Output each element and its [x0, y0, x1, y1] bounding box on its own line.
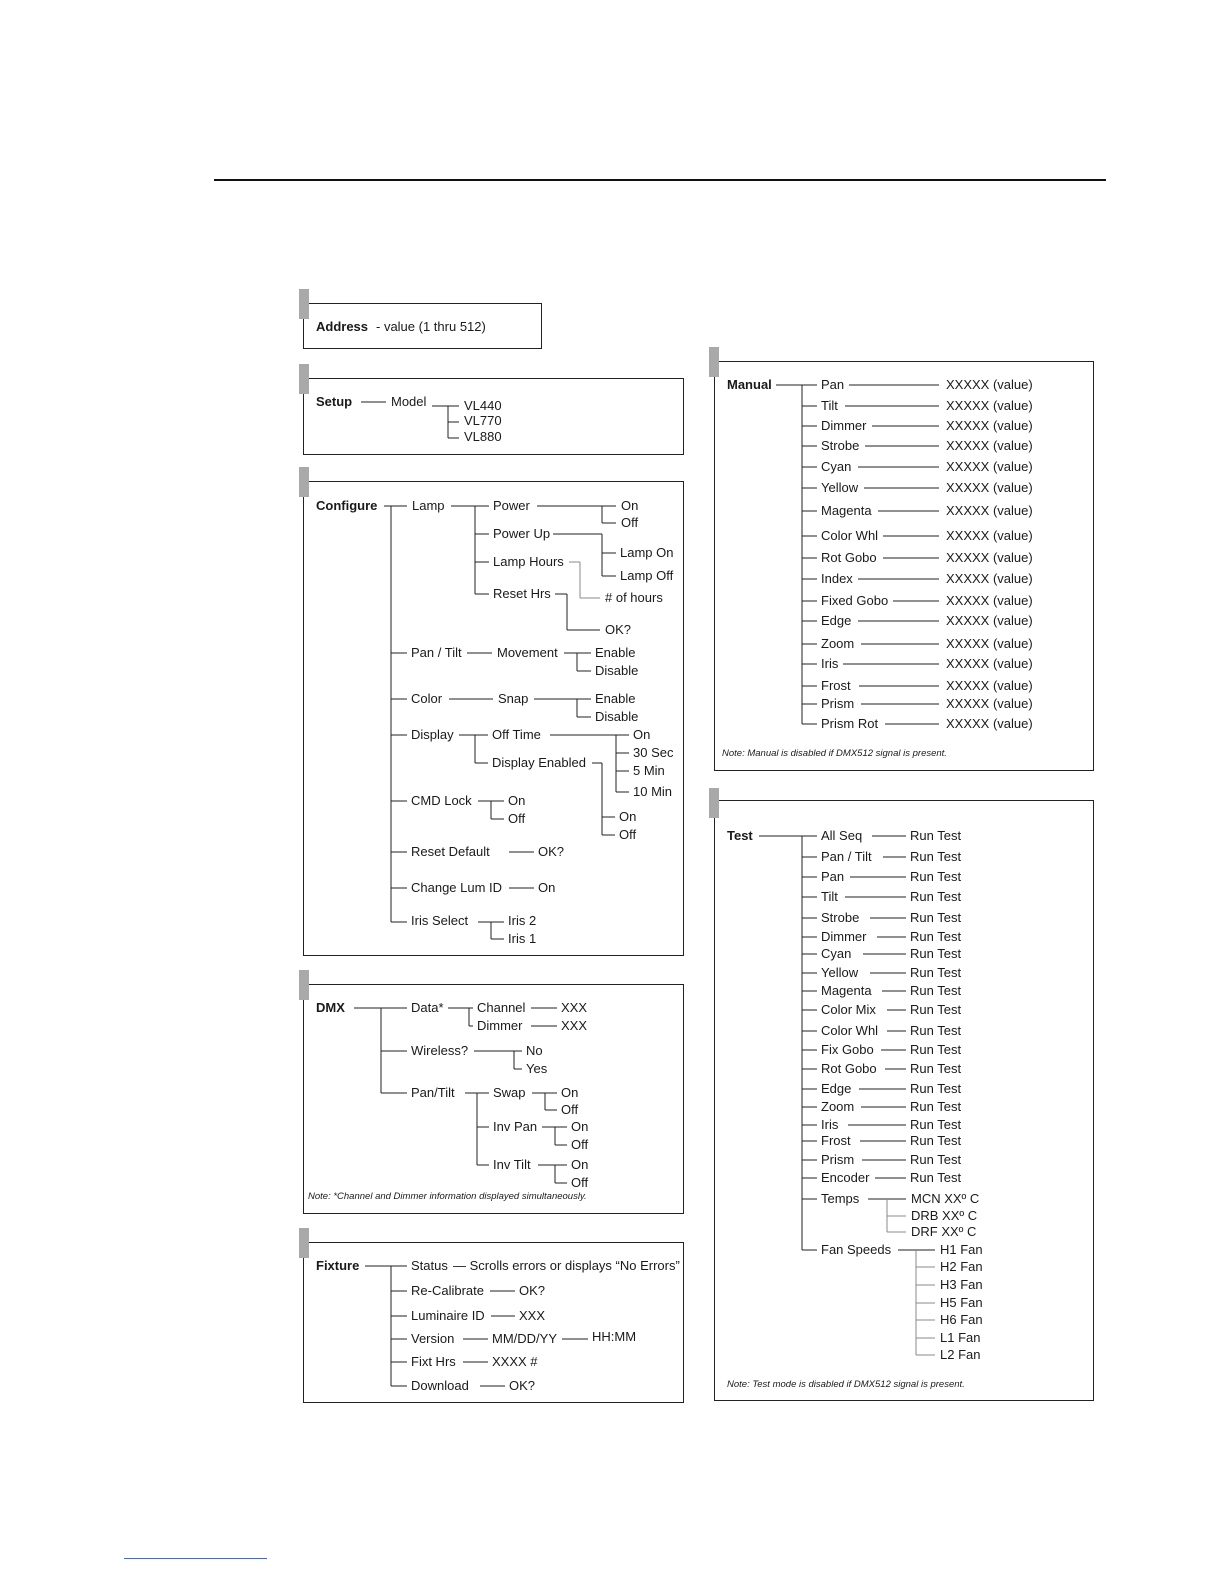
test-run: Run Test [910, 828, 962, 843]
test-item: Tilt [821, 889, 838, 904]
configure-off-time: Off Time [492, 727, 541, 742]
configure-power-up: Power Up [493, 526, 551, 541]
fixture-tree-lines [304, 1243, 683, 1402]
test-run: Run Test [910, 946, 962, 961]
test-run: Run Test [910, 1099, 962, 1114]
manual-item: Fixed Gobo [821, 593, 889, 608]
manual-value: XXXXX (value) [946, 550, 1033, 565]
test-item: Color Mix [821, 1002, 876, 1017]
test-item: Magenta [821, 983, 872, 998]
dmx-panel [303, 984, 684, 1214]
dmx-swap-off: Off [561, 1102, 579, 1117]
header-rule [214, 179, 1106, 181]
setup-model-item: VL440 [464, 398, 502, 413]
manual-panel [714, 361, 1094, 771]
test-fan: H3 Fan [940, 1277, 983, 1292]
fixture-luminaire-id-value: XXX [519, 1308, 546, 1323]
test-item: Yellow [821, 965, 859, 980]
configure-display-enabled-off: Off [619, 827, 637, 842]
configure-cmd-lock-off: Off [508, 811, 526, 826]
test-run: Run Test [910, 983, 962, 998]
fixture-title: Fixture [316, 1258, 360, 1273]
test-title: Test [727, 828, 753, 843]
dmx-wireless: Wireless? [411, 1043, 469, 1058]
manual-item: Zoom [821, 636, 855, 651]
configure-5-min: 5 Min [633, 763, 665, 778]
dmx-title: DMX [316, 1000, 345, 1015]
dmx-inv-tilt-on: On [571, 1157, 589, 1172]
manual-item: Rot Gobo [821, 550, 877, 565]
configure-change-lum-id-on: On [538, 880, 556, 895]
fixture-recalibrate: Re-Calibrate [411, 1283, 484, 1298]
dmx-note: Note: *Channel and Dimmer information displayed simultaneously. [308, 1191, 587, 1202]
setup-tab-marker [299, 364, 309, 394]
test-run: Run Test [910, 1152, 962, 1167]
manual-item: Dimmer [821, 418, 867, 433]
test-item: Frost [821, 1133, 851, 1148]
test-item: Zoom [821, 1099, 855, 1114]
fixture-panel [303, 1242, 684, 1403]
test-fan-speeds: Fan Speeds [821, 1242, 892, 1257]
dmx-inv-tilt: Inv Tilt [493, 1157, 531, 1172]
configure-lamp-hours: Lamp Hours [493, 554, 564, 569]
test-run: Run Test [910, 849, 962, 864]
setup-model-item: VL770 [464, 413, 502, 428]
dmx-inv-pan: Inv Pan [493, 1119, 538, 1134]
dmx-channel-value: XXX [561, 1000, 588, 1015]
configure-reset-hrs: Reset Hrs [493, 586, 551, 601]
test-run: Run Test [910, 889, 962, 904]
manual-item: Prism [821, 696, 855, 711]
manual-item: Prism Rot [821, 716, 879, 731]
test-run: Run Test [910, 1023, 962, 1038]
dmx-inv-tilt-off: Off [571, 1175, 589, 1190]
test-fan: H2 Fan [940, 1259, 983, 1274]
test-item: Pan / Tilt [821, 849, 872, 864]
configure-cmd-lock: CMD Lock [411, 793, 472, 808]
manual-value: XXXXX (value) [946, 696, 1033, 711]
configure-change-lum-id: Change Lum ID [411, 880, 503, 895]
configure-lamp-off: Lamp Off [620, 568, 674, 583]
manual-item: Edge [821, 613, 852, 628]
configure-cmd-lock-on: On [508, 793, 526, 808]
manual-value: XXXXX (value) [946, 377, 1033, 392]
fixture-status: Status [411, 1258, 448, 1273]
test-temps: Temps [821, 1191, 860, 1206]
test-run: Run Test [910, 965, 962, 980]
configure-iris-2: Iris 2 [508, 913, 537, 928]
manual-note: Note: Manual is disabled if DMX512 signal is present. [722, 748, 947, 759]
manual-item: Tilt [821, 398, 838, 413]
test-run: Run Test [910, 1133, 962, 1148]
fixture-recalibrate-ok: OK? [519, 1283, 546, 1298]
manual-item: Frost [821, 678, 851, 693]
test-run: Run Test [910, 1042, 962, 1057]
configure-movement-enable: Enable [595, 645, 636, 660]
test-item: Prism [821, 1152, 855, 1167]
configure-panel [303, 481, 684, 956]
test-fan: L2 Fan [940, 1347, 981, 1362]
configure-power-off: Off [621, 515, 639, 530]
configure-display: Display [411, 727, 454, 742]
configure-snap: Snap [498, 691, 529, 706]
manual-item: Yellow [821, 480, 859, 495]
manual-title: Manual [727, 377, 772, 392]
manual-item: Index [821, 571, 853, 586]
configure-10-min: 10 Min [633, 784, 673, 799]
manual-value: XXXXX (value) [946, 678, 1033, 693]
dmx-swap-on: On [561, 1085, 579, 1100]
setup-tree-lines [304, 379, 683, 454]
configure-lamp: Lamp [412, 498, 445, 513]
setup-model: Model [391, 394, 427, 409]
test-item: Edge [821, 1081, 852, 1096]
fixture-version-date: MM/DD/YY [492, 1331, 557, 1346]
fixture-download-ok: OK? [509, 1378, 536, 1393]
configure-tab-marker [299, 467, 309, 497]
configure-30-sec: 30 Sec [633, 745, 674, 760]
fixture-status-desc: — Scrolls errors or displays “No Errors” [453, 1258, 680, 1273]
configure-off-time-on: On [633, 727, 651, 742]
configure-color: Color [411, 691, 443, 706]
manual-value: XXXXX (value) [946, 459, 1033, 474]
configure-reset-ok: OK? [605, 622, 632, 637]
configure-iris-select: Iris Select [411, 913, 469, 928]
manual-item: Color Whl [821, 528, 879, 543]
configure-reset-default: Reset Default [411, 844, 490, 859]
dmx-pan-tilt: Pan/Tilt [411, 1085, 455, 1100]
test-item: Fix Gobo [821, 1042, 874, 1057]
test-run: Run Test [910, 929, 962, 944]
test-fan: H1 Fan [940, 1242, 983, 1257]
configure-power-on: On [621, 498, 639, 513]
manual-value: XXXXX (value) [946, 571, 1033, 586]
fixture-version-time: HH:MM [592, 1329, 637, 1344]
address-panel [303, 303, 542, 349]
setup-title: Setup [316, 394, 353, 409]
dmx-inv-pan-off: Off [571, 1137, 589, 1152]
manual-value: XXXXX (value) [946, 656, 1033, 671]
configure-snap-enable: Enable [595, 691, 636, 706]
dmx-tree-lines [304, 985, 683, 1213]
manual-item: Strobe [821, 438, 860, 453]
test-run: Run Test [910, 1002, 962, 1017]
fixture-download: Download [411, 1378, 469, 1393]
test-tab-marker [709, 788, 719, 818]
configure-movement-disable: Disable [595, 663, 639, 678]
manual-item: Magenta [821, 503, 872, 518]
address-tab-marker [299, 289, 309, 319]
setup-panel [303, 378, 684, 455]
configure-power: Power [493, 498, 530, 513]
setup-model-item: VL880 [464, 429, 502, 444]
address-desc: - value (1 thru 512) [376, 319, 486, 334]
test-fan: H5 Fan [940, 1295, 983, 1310]
address-title: Address [316, 319, 369, 334]
configure-movement: Movement [497, 645, 558, 660]
test-panel [714, 800, 1094, 1401]
manual-value: XXXXX (value) [946, 613, 1033, 628]
configure-snap-disable: Disable [595, 709, 639, 724]
dmx-wireless-no: No [526, 1043, 543, 1058]
configure-reset-default-ok: OK? [538, 844, 565, 859]
test-fan: H6 Fan [940, 1312, 983, 1327]
test-temp-item: MCN XXº C [911, 1191, 980, 1206]
test-item: Pan [821, 869, 845, 884]
manual-item: Pan [821, 377, 845, 392]
dmx-channel: Channel [477, 1000, 526, 1015]
manual-item: Cyan [821, 459, 852, 474]
configure-display-enabled-on: On [619, 809, 637, 824]
configure-display-enabled: Display Enabled [492, 755, 586, 770]
configure-title: Configure [316, 498, 378, 513]
manual-value: XXXXX (value) [946, 398, 1033, 413]
test-run: Run Test [910, 1081, 962, 1096]
fixture-version: Version [411, 1331, 455, 1346]
test-note: Note: Test mode is disabled if DMX512 signal is present. [727, 1379, 965, 1390]
dmx-data: Data* [411, 1000, 444, 1015]
dmx-swap: Swap [493, 1085, 526, 1100]
test-item: Iris [821, 1117, 839, 1132]
dmx-tab-marker [299, 970, 309, 1000]
test-run: Run Test [910, 1117, 962, 1132]
dmx-inv-pan-on: On [571, 1119, 589, 1134]
manual-value: XXXXX (value) [946, 418, 1033, 433]
test-item: Strobe [821, 910, 860, 925]
test-run: Run Test [910, 1170, 962, 1185]
test-item: All Seq [821, 828, 863, 843]
test-tree-lines [715, 801, 1093, 1400]
footer-link-line [124, 1558, 267, 1559]
dmx-dimmer-value: XXX [561, 1018, 588, 1033]
test-temp-item: DRB XXº C [911, 1208, 978, 1223]
fixture-luminaire-id: Luminaire ID [411, 1308, 485, 1323]
test-item: Dimmer [821, 929, 867, 944]
test-fan: L1 Fan [940, 1330, 981, 1345]
manual-value: XXXXX (value) [946, 438, 1033, 453]
manual-value: XXXXX (value) [946, 593, 1033, 608]
manual-tree-lines [715, 362, 1093, 770]
test-temp-item: DRF XXº C [911, 1224, 977, 1239]
test-run: Run Test [910, 1061, 962, 1076]
test-run: Run Test [910, 869, 962, 884]
manual-value: XXXXX (value) [946, 716, 1033, 731]
test-run: Run Test [910, 910, 962, 925]
dmx-wireless-yes: Yes [526, 1061, 548, 1076]
test-item: Rot Gobo [821, 1061, 877, 1076]
configure-num-hours: # of hours [605, 590, 663, 605]
test-item: Cyan [821, 946, 852, 961]
configure-tree-lines [304, 482, 683, 955]
test-item: Encoder [821, 1170, 870, 1185]
fixture-tab-marker [299, 1228, 309, 1258]
manual-value: XXXXX (value) [946, 503, 1033, 518]
manual-value: XXXXX (value) [946, 528, 1033, 543]
configure-lamp-on: Lamp On [620, 545, 674, 560]
manual-value: XXXXX (value) [946, 480, 1033, 495]
configure-pan-tilt: Pan / Tilt [411, 645, 462, 660]
manual-item: Iris [821, 656, 839, 671]
dmx-dimmer: Dimmer [477, 1018, 523, 1033]
configure-iris-1: Iris 1 [508, 931, 537, 946]
fixture-fixt-hrs: Fixt Hrs [411, 1354, 456, 1369]
test-item: Color Whl [821, 1023, 879, 1038]
fixture-fixt-hrs-value: XXXX # [492, 1354, 538, 1369]
manual-value: XXXXX (value) [946, 636, 1033, 651]
manual-tab-marker [709, 347, 719, 377]
